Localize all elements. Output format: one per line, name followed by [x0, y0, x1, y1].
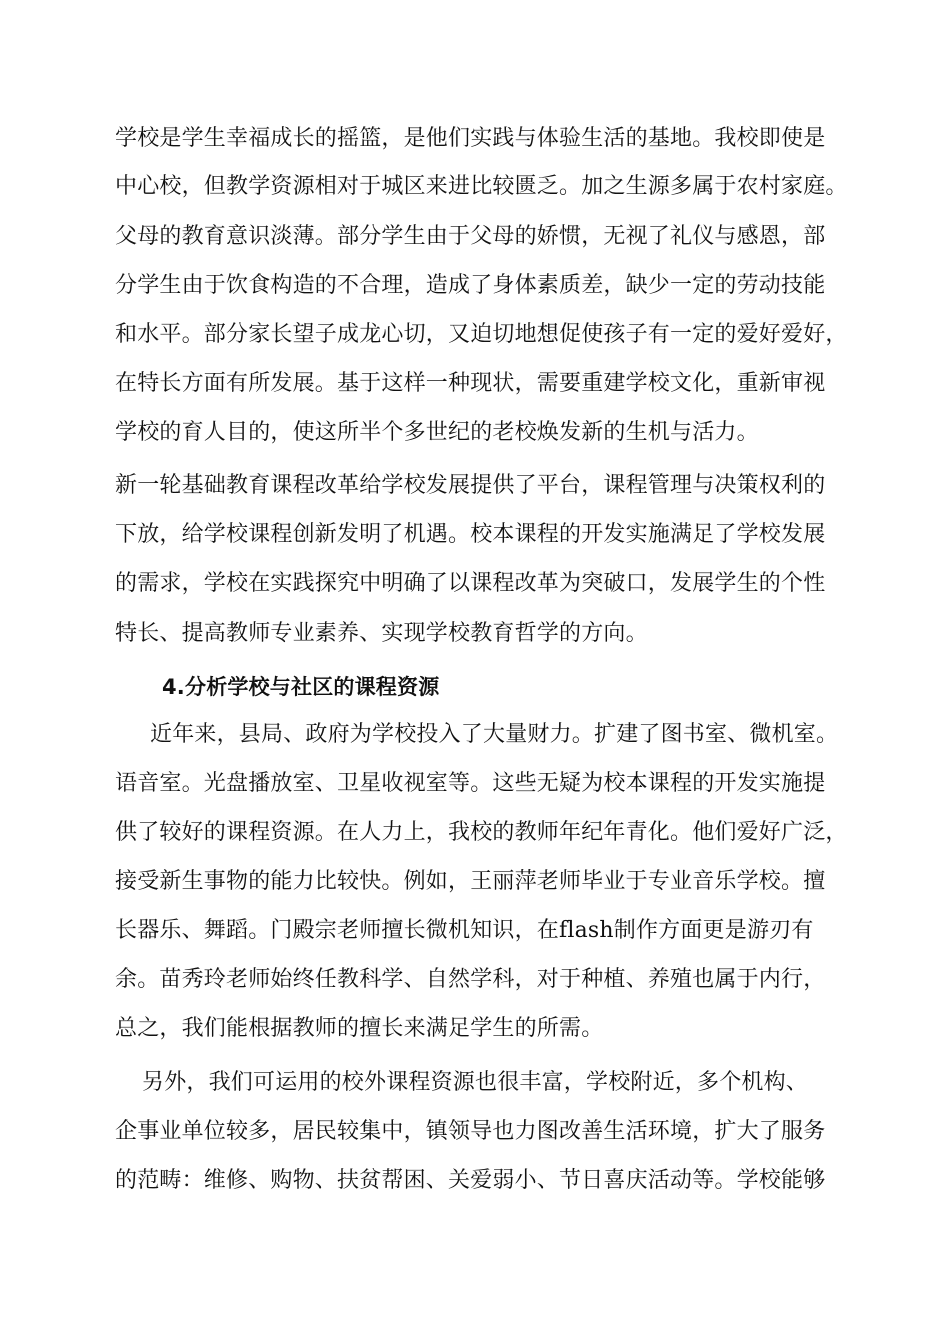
paragraph-line: 语音室。光盘播放室、卫星收视室等。这些无疑为校本课程的开发实施提: [115, 771, 826, 796]
paragraph-line: 的范畴：维修、购物、扶贫帮困、关爱弱小、节日喜庆活动等。学校能够: [115, 1168, 826, 1193]
paragraph-line: 父母的教育意识淡薄。部分学生由于父母的娇惯，无视了礼仪与感恩，部: [115, 224, 826, 249]
paragraph-line: 在特长方面有所发展。基于这样一种现状，需要重建学校文化，重新审视: [115, 371, 826, 396]
paragraph-line: 新一轮基础教育课程改革给学校发展提供了平台，课程管理与决策权利的: [115, 473, 826, 498]
paragraph-line: 总之，我们能根据教师的擅长来满足学生的所需。: [115, 1016, 604, 1041]
paragraph-line: 学校是学生幸福成长的摇篮，是他们实践与体验生活的基地。我校即使是: [115, 126, 826, 151]
paragraph-line: 近年来，县局、政府为学校投入了大量财力。扩建了图书室、微机室。: [150, 722, 839, 747]
paragraph-line: 和水平。部分家长望子成龙心切，又迫切地想促使孩子有一定的爱好爱好，: [115, 322, 848, 347]
paragraph-line: 长器乐、舞蹈。门殿宗老师擅长微机知识，在flash制作方面更是游刃有: [115, 918, 814, 943]
section-heading: 4.分析学校与社区的课程资源: [162, 675, 440, 699]
paragraph-line: 下放，给学校课程创新发明了机遇。校本课程的开发实施满足了学校发展: [115, 522, 826, 547]
paragraph-line: 中心校，但教学资源相对于城区来进比较匮乏。加之生源多属于农村家庭。: [115, 174, 848, 199]
paragraph-line: 分学生由于饮食构造的不合理，造成了身体素质差，缺少一定的劳动技能: [115, 273, 826, 298]
paragraph-line: 供了较好的课程资源。在人力上，我校的教师年纪年青化。他们爱好广泛，: [115, 820, 848, 845]
paragraph-line: 另外，我们可运用的校外课程资源也很丰富，学校附近，多个机构、: [142, 1070, 809, 1095]
paragraph-line: 企事业单位较多，居民较集中，镇领导也力图改善生活环境，扩大了服务: [115, 1119, 826, 1144]
paragraph-line: 余。苗秀玲老师始终任教科学、自然学科，对于种植、养殖也属于内行，: [115, 967, 826, 992]
paragraph-line: 接受新生事物的能力比较快。例如，王丽萍老师毕业于专业音乐学校。擅: [115, 869, 826, 894]
paragraph-line: 的需求，学校在实践探究中明确了以课程改革为突破口，发展学生的个性: [115, 571, 826, 596]
paragraph-line: 学校的育人目的，使这所半个多世纪的老校焕发新的生机与活力。: [115, 420, 759, 445]
paragraph-line: 特长、提高教师专业素养、实现学校教育哲学的方向。: [115, 621, 648, 646]
